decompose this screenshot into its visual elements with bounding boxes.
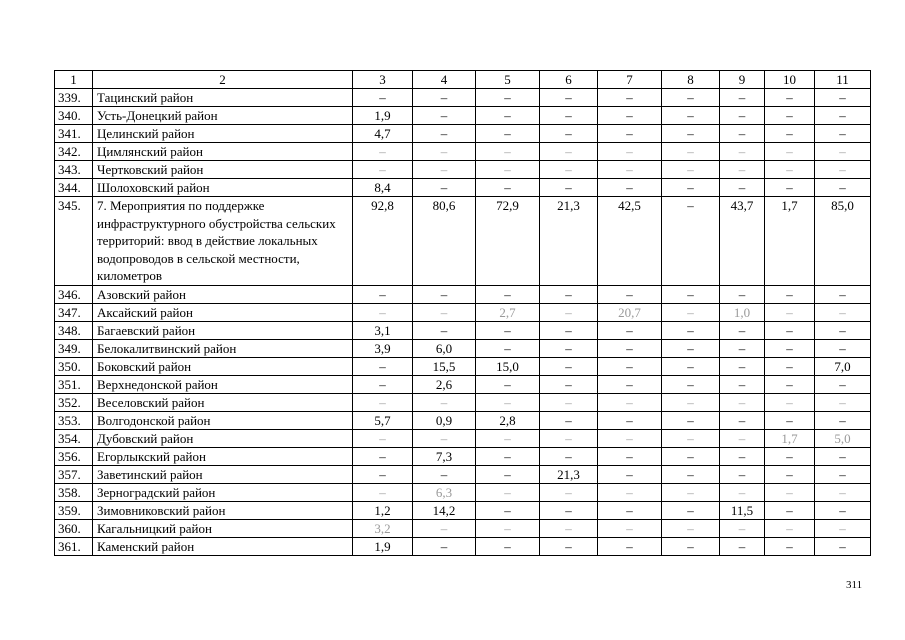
row-name: Аксайский район [93, 303, 353, 321]
value-cell: – [476, 179, 540, 197]
value-cell: – [540, 143, 598, 161]
value-cell: – [815, 339, 871, 357]
value-cell: – [353, 393, 413, 411]
header-cell: 8 [662, 71, 720, 89]
row-name: Целинский район [93, 125, 353, 143]
value-cell: – [815, 89, 871, 107]
value-cell: – [540, 411, 598, 429]
value-cell: – [598, 519, 662, 537]
row-number: 349. [55, 339, 93, 357]
table-row [55, 285, 871, 303]
value-cell: – [765, 143, 815, 161]
value-cell: – [815, 107, 871, 125]
value-cell: – [765, 465, 815, 483]
value-cell: – [540, 339, 598, 357]
value-cell: – [598, 357, 662, 375]
value-cell: – [540, 161, 598, 179]
value-cell: – [720, 179, 765, 197]
value-cell: 7,0 [815, 357, 871, 375]
row-number: 340. [55, 107, 93, 125]
value-cell: – [476, 161, 540, 179]
page-number: 311 [846, 579, 863, 591]
value-cell: 2,7 [476, 303, 540, 321]
value-cell: – [598, 107, 662, 125]
value-cell: – [540, 537, 598, 555]
value-cell: – [598, 465, 662, 483]
value-cell: 43,7 [720, 197, 765, 286]
value-cell: 3,9 [353, 339, 413, 357]
value-cell: – [765, 537, 815, 555]
value-cell: – [476, 339, 540, 357]
table-row [55, 161, 871, 179]
value-cell: – [662, 143, 720, 161]
value-cell: – [662, 537, 720, 555]
row-name: Дубовский район [93, 429, 353, 447]
row-name: Егорлыкский район [93, 447, 353, 465]
row-number: 342. [55, 143, 93, 161]
value-cell: 0,9 [413, 411, 476, 429]
row-number: 354. [55, 429, 93, 447]
value-cell: – [540, 89, 598, 107]
table-row [55, 321, 871, 339]
value-cell: – [476, 321, 540, 339]
value-cell: – [662, 465, 720, 483]
value-cell: – [540, 429, 598, 447]
table-row [55, 107, 871, 125]
header-cell: 9 [720, 71, 765, 89]
row-name: Зимовниковский район [93, 501, 353, 519]
row-number: 358. [55, 483, 93, 501]
value-cell: – [413, 107, 476, 125]
value-cell: – [598, 321, 662, 339]
value-cell: – [662, 285, 720, 303]
value-cell: – [413, 125, 476, 143]
value-cell: – [765, 519, 815, 537]
value-cell: – [720, 125, 765, 143]
table-row [55, 197, 871, 286]
header-cell: 2 [93, 71, 353, 89]
table-row [55, 465, 871, 483]
value-cell: 1,2 [353, 501, 413, 519]
value-cell: – [815, 537, 871, 555]
value-cell: – [598, 483, 662, 501]
value-cell: – [662, 357, 720, 375]
value-cell: – [598, 143, 662, 161]
value-cell: – [765, 321, 815, 339]
value-cell: – [720, 393, 765, 411]
value-cell: – [662, 179, 720, 197]
value-cell: 85,0 [815, 197, 871, 286]
value-cell: – [720, 519, 765, 537]
value-cell: – [815, 179, 871, 197]
row-name: Веселовский район [93, 393, 353, 411]
value-cell: 92,8 [353, 197, 413, 286]
value-cell: – [662, 161, 720, 179]
value-cell: – [353, 143, 413, 161]
value-cell: 72,9 [476, 197, 540, 286]
value-cell: – [476, 107, 540, 125]
table-row [55, 447, 871, 465]
value-cell: – [413, 393, 476, 411]
value-cell: – [540, 303, 598, 321]
value-cell: – [540, 357, 598, 375]
row-name: Верхнедонской район [93, 375, 353, 393]
value-cell: – [662, 321, 720, 339]
row-name: Зерноградский район [93, 483, 353, 501]
value-cell: – [815, 483, 871, 501]
value-cell: – [353, 285, 413, 303]
value-cell: – [413, 303, 476, 321]
table-body [55, 71, 871, 556]
value-cell: – [598, 501, 662, 519]
value-cell: – [815, 465, 871, 483]
value-cell: 14,2 [413, 501, 476, 519]
value-cell: – [353, 303, 413, 321]
table-row [55, 303, 871, 321]
value-cell: – [598, 89, 662, 107]
table-row [55, 429, 871, 447]
table-row [55, 125, 871, 143]
value-cell: – [598, 339, 662, 357]
value-cell: 11,5 [720, 501, 765, 519]
table-row [55, 501, 871, 519]
value-cell: – [815, 285, 871, 303]
value-cell: – [598, 411, 662, 429]
row-number: 347. [55, 303, 93, 321]
value-cell: 1,9 [353, 107, 413, 125]
value-cell: – [476, 537, 540, 555]
row-name: Боковский район [93, 357, 353, 375]
value-cell: – [815, 321, 871, 339]
value-cell: – [765, 125, 815, 143]
value-cell: – [720, 143, 765, 161]
value-cell: – [353, 161, 413, 179]
value-cell: – [476, 375, 540, 393]
value-cell: – [598, 161, 662, 179]
row-number: 361. [55, 537, 93, 555]
value-cell: – [765, 179, 815, 197]
value-cell: – [540, 125, 598, 143]
value-cell: – [720, 429, 765, 447]
row-number: 356. [55, 447, 93, 465]
value-cell: – [662, 483, 720, 501]
row-name: Заветинский район [93, 465, 353, 483]
value-cell: – [662, 519, 720, 537]
value-cell: – [413, 285, 476, 303]
table-row [55, 393, 871, 411]
value-cell: – [540, 107, 598, 125]
value-cell: – [598, 447, 662, 465]
row-number: 346. [55, 285, 93, 303]
value-cell: – [413, 465, 476, 483]
value-cell: – [598, 285, 662, 303]
value-cell: 80,6 [413, 197, 476, 286]
value-cell: – [353, 375, 413, 393]
row-name: Волгодонской район [93, 411, 353, 429]
header-cell: 7 [598, 71, 662, 89]
value-cell: – [476, 125, 540, 143]
row-name: Каменский район [93, 537, 353, 555]
table-row [55, 537, 871, 555]
value-cell: – [815, 303, 871, 321]
value-cell: – [540, 501, 598, 519]
row-name: Усть-Донецкий район [93, 107, 353, 125]
value-cell: – [765, 483, 815, 501]
value-cell: – [413, 519, 476, 537]
value-cell: – [476, 143, 540, 161]
row-number: 345. [55, 197, 93, 286]
value-cell: – [476, 393, 540, 411]
value-cell: – [662, 303, 720, 321]
value-cell: – [476, 447, 540, 465]
value-cell: – [413, 429, 476, 447]
value-cell: – [720, 411, 765, 429]
row-name: Белокалитвинский район [93, 339, 353, 357]
value-cell: – [353, 483, 413, 501]
row-number: 344. [55, 179, 93, 197]
value-cell: 1,7 [765, 429, 815, 447]
value-cell: – [598, 537, 662, 555]
value-cell: – [720, 483, 765, 501]
value-cell: – [720, 339, 765, 357]
row-number: 339. [55, 89, 93, 107]
header-cell: 11 [815, 71, 871, 89]
value-cell: – [720, 357, 765, 375]
value-cell: 6,0 [413, 339, 476, 357]
value-cell: – [476, 285, 540, 303]
value-cell: – [720, 447, 765, 465]
value-cell: – [413, 89, 476, 107]
value-cell: – [476, 429, 540, 447]
value-cell: – [662, 107, 720, 125]
value-cell: 1,7 [765, 197, 815, 286]
value-cell: – [540, 519, 598, 537]
row-name: 7. Мероприятия по поддержке инфраструктурного обустройства сельских территорий: ввод в действие локальных водопроводов в сельской местности, километров [93, 197, 353, 286]
value-cell: – [765, 393, 815, 411]
value-cell: – [413, 161, 476, 179]
row-name: Тацинский район [93, 89, 353, 107]
value-cell: – [815, 447, 871, 465]
value-cell: – [540, 393, 598, 411]
value-cell: – [662, 393, 720, 411]
value-cell: – [815, 393, 871, 411]
value-cell: – [765, 285, 815, 303]
row-name: Шолоховский район [93, 179, 353, 197]
row-number: 348. [55, 321, 93, 339]
value-cell: – [540, 483, 598, 501]
row-number: 350. [55, 357, 93, 375]
row-number: 351. [55, 375, 93, 393]
value-cell: – [540, 285, 598, 303]
value-cell: – [598, 429, 662, 447]
value-cell: 5,7 [353, 411, 413, 429]
value-cell: – [765, 375, 815, 393]
value-cell: 6,3 [413, 483, 476, 501]
header-cell: 6 [540, 71, 598, 89]
header-cell: 5 [476, 71, 540, 89]
value-cell: – [662, 447, 720, 465]
table-row [55, 519, 871, 537]
table-row [55, 483, 871, 501]
value-cell: – [353, 357, 413, 375]
table-header-row [55, 71, 871, 89]
value-cell: – [765, 107, 815, 125]
value-cell: 20,7 [598, 303, 662, 321]
row-number: 341. [55, 125, 93, 143]
value-cell: – [720, 161, 765, 179]
value-cell: – [815, 501, 871, 519]
value-cell: – [765, 339, 815, 357]
value-cell: 1,0 [720, 303, 765, 321]
table-row [55, 89, 871, 107]
value-cell: – [662, 501, 720, 519]
value-cell: – [540, 375, 598, 393]
value-cell: – [720, 465, 765, 483]
value-cell: – [765, 447, 815, 465]
row-number: 352. [55, 393, 93, 411]
row-number: 359. [55, 501, 93, 519]
value-cell: – [765, 161, 815, 179]
value-cell: 21,3 [540, 465, 598, 483]
row-number: 360. [55, 519, 93, 537]
value-cell: 3,2 [353, 519, 413, 537]
value-cell: – [765, 89, 815, 107]
value-cell: – [598, 179, 662, 197]
value-cell: 4,7 [353, 125, 413, 143]
table-row [55, 357, 871, 375]
value-cell: 21,3 [540, 197, 598, 286]
value-cell: – [720, 107, 765, 125]
value-cell: – [598, 393, 662, 411]
value-cell: – [815, 411, 871, 429]
value-cell: – [598, 125, 662, 143]
value-cell: – [353, 465, 413, 483]
value-cell: – [540, 321, 598, 339]
value-cell: – [662, 89, 720, 107]
value-cell: – [720, 375, 765, 393]
row-name: Багаевский район [93, 321, 353, 339]
row-number: 353. [55, 411, 93, 429]
table-row [55, 339, 871, 357]
value-cell: – [413, 537, 476, 555]
value-cell: – [476, 519, 540, 537]
value-cell: – [662, 125, 720, 143]
row-name: Азовский район [93, 285, 353, 303]
row-name: Цимлянский район [93, 143, 353, 161]
value-cell: – [815, 375, 871, 393]
value-cell: – [720, 89, 765, 107]
value-cell: – [765, 303, 815, 321]
header-cell: 1 [55, 71, 93, 89]
value-cell: – [662, 411, 720, 429]
value-cell: – [413, 143, 476, 161]
value-cell: – [815, 519, 871, 537]
value-cell: – [413, 179, 476, 197]
value-cell: – [765, 501, 815, 519]
value-cell: 2,8 [476, 411, 540, 429]
value-cell: – [720, 321, 765, 339]
value-cell: – [720, 537, 765, 555]
row-number: 343. [55, 161, 93, 179]
value-cell: – [662, 197, 720, 286]
value-cell: 15,5 [413, 357, 476, 375]
table-row [55, 411, 871, 429]
value-cell: 15,0 [476, 357, 540, 375]
value-cell: 1,9 [353, 537, 413, 555]
value-cell: – [662, 375, 720, 393]
value-cell: – [353, 89, 413, 107]
value-cell: – [540, 447, 598, 465]
header-cell: 4 [413, 71, 476, 89]
value-cell: – [353, 429, 413, 447]
value-cell: 8,4 [353, 179, 413, 197]
value-cell: – [720, 285, 765, 303]
value-cell: 5,0 [815, 429, 871, 447]
header-cell: 3 [353, 71, 413, 89]
row-name: Чертковский район [93, 161, 353, 179]
value-cell: – [353, 447, 413, 465]
value-cell: – [476, 483, 540, 501]
value-cell: 3,1 [353, 321, 413, 339]
data-table [54, 70, 871, 556]
value-cell: – [765, 357, 815, 375]
row-name: Кагальницкий район [93, 519, 353, 537]
value-cell: – [476, 501, 540, 519]
value-cell: 2,6 [413, 375, 476, 393]
value-cell: – [662, 429, 720, 447]
value-cell: – [765, 411, 815, 429]
value-cell: – [598, 375, 662, 393]
table-row [55, 179, 871, 197]
value-cell: 7,3 [413, 447, 476, 465]
table-row [55, 143, 871, 161]
value-cell: 42,5 [598, 197, 662, 286]
value-cell: – [815, 143, 871, 161]
table-row [55, 375, 871, 393]
header-cell: 10 [765, 71, 815, 89]
value-cell: – [476, 89, 540, 107]
value-cell: – [815, 125, 871, 143]
row-number: 357. [55, 465, 93, 483]
value-cell: – [540, 179, 598, 197]
value-cell: – [815, 161, 871, 179]
value-cell: – [662, 339, 720, 357]
value-cell: – [413, 321, 476, 339]
value-cell: – [476, 465, 540, 483]
